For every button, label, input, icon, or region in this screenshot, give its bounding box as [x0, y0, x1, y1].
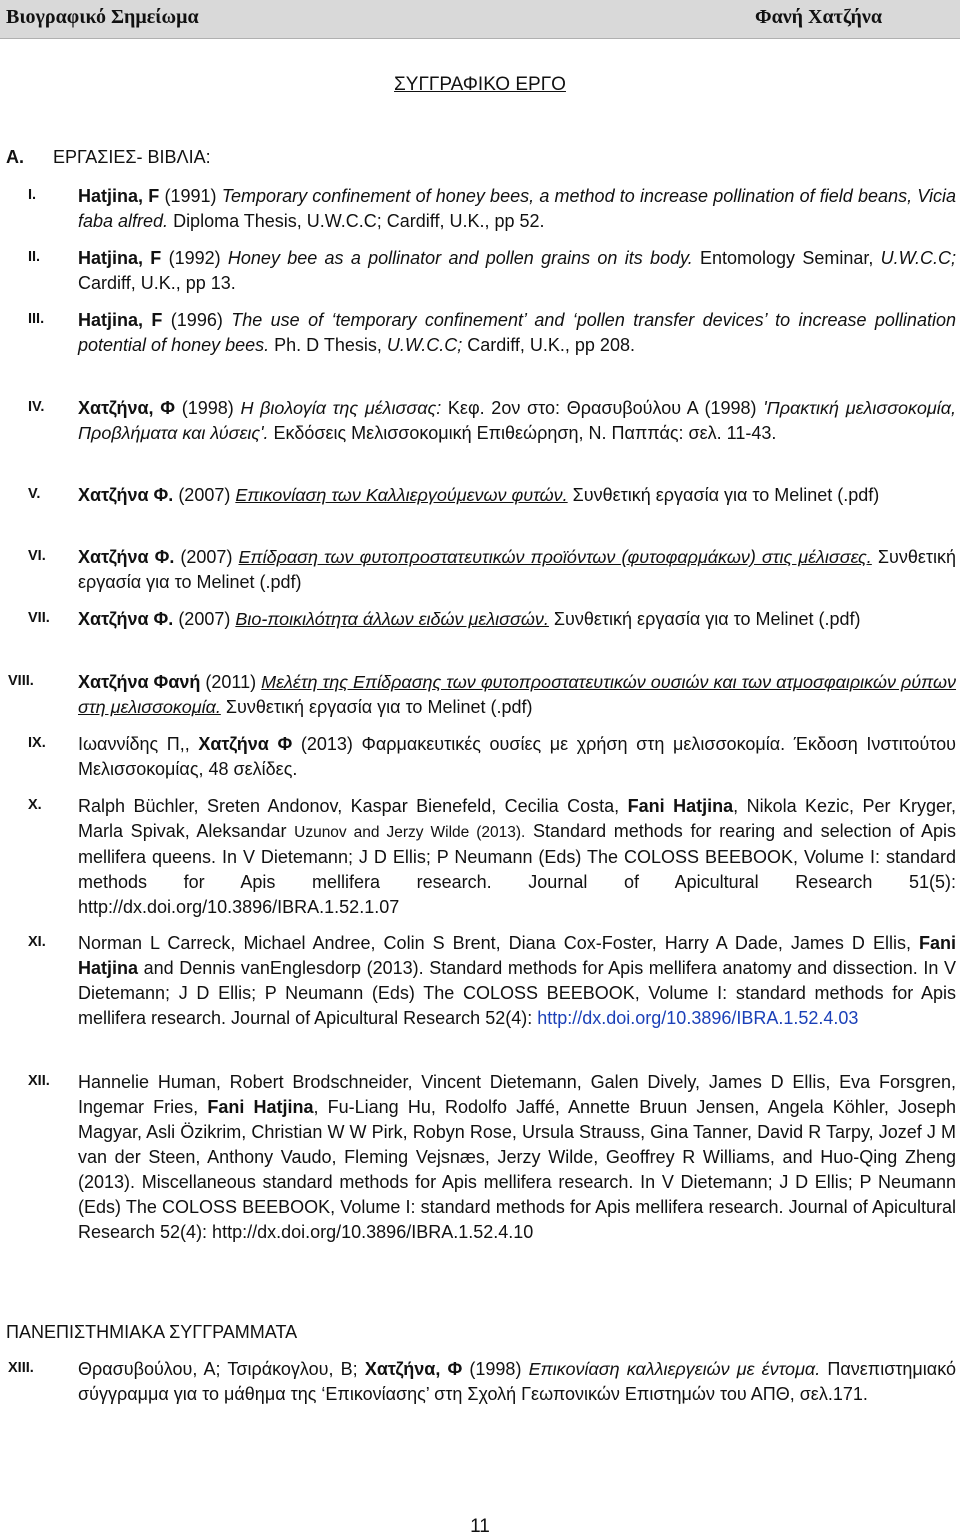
item-text: Χατζήνα Φ. (2007) Επίδραση των φυτοπροστατευτικών προϊόντων (φυτοφαρμάκων) στις μέλισσες. Συνθετική εργασία για το Melinet (.pdf)	[78, 547, 956, 592]
item-title[interactable]: Μελέτη της Επίδρασης των φυτοπροστατευτικών ουσιών και των ατμοσφαιρικών ρύπων στη μελισσοκομία.	[78, 672, 957, 717]
item-author: Χατζήνα Φανή	[78, 672, 201, 692]
item-author: Hatjina, F	[78, 186, 160, 206]
item-author: Hatjina, F	[78, 248, 162, 268]
item-number: X.	[28, 797, 42, 813]
item-text: Χατζήνα Φανή (2011) Μελέτη της Επίδρασης των φυτοπροστατευτικών ουσιών και των ατμοσφαιρικών ρύπων στη μελισσοκομία. Συνθετική εργασία για το Melinet (.pdf)	[78, 672, 957, 717]
item-text: Norman L Carreck, Michael Andree, Colin S Brent, Diana Cox-Foster, Harry A Dade, James D Ellis, Fani Hatjina and Dennis vanEnglesdorp (2013). Standard methods for Apis mellifera anatomy and dissection. In V Dietemann; J D Ellis; P Neumann (Eds) The COLOSS BEEBOOK, Volume I: standard methods for Apis mellifera research. Journal of Apicultural Research 52(4): http://dx.doi.org/10.3896/IBRA.1.52.4.03	[78, 933, 956, 1028]
header-left-title: Βιογραφικό Σημείωμα	[6, 6, 199, 28]
page-header	[0, 0, 960, 39]
item-number: XI.	[28, 934, 46, 950]
item-text: Hannelie Human, Robert Brodschneider, Vincent Dietemann, Galen Dively, James D Ellis, Eva Forsgren, Ingemar Fries, Fani Hatjina, Fu-Liang Hu, Rodolfo Jaffé, Annette Bruun Jensen, Angela Köhler, Joseph Magyar, Asli Özikrim, Christian W W Pirk, Robyn Rose, Ursula Strauss, Gina Tanner, David R Tarpy, Jozef J M van der Steen, Anthony Vaudo, Fleming Vejsnæs, Jerzy Wilde, Geoffrey R Williams, and Huo-Qing Zheng (2013). Miscellaneous standard methods for Apis mellifera research. In V Dietemann; J D Ellis; P Neumann (Eds) The COLOSS BEEBOOK, Volume I: standard methods for Apis mellifera research. Journal of Apicultural Research 52(4): http://dx.doi.org/10.3896/IBRA.1.52.4.10	[78, 1072, 957, 1242]
item-title[interactable]: Επικονίαση των Καλλιεργούμενων φυτών.	[235, 485, 568, 505]
item-number: XII.	[28, 1073, 50, 1089]
item-title: Honey bee as a pollinator and pollen grains on its body.	[227, 248, 693, 268]
item-number: IX.	[28, 735, 46, 751]
item-title[interactable]: Επίδραση των φυτοπροστατευτικών προϊόντων (φυτοφαρμάκων) στις μέλισσες.	[238, 547, 872, 567]
item-author: Χατζήνα, Φ	[364, 1359, 463, 1379]
item-title: The use of ‘temporary confinement’ and ‘pollen transfer devices’ to increase pollination potential of honey bees.	[78, 310, 956, 355]
item-number: III.	[28, 311, 45, 327]
item-author: Hatjina, F	[78, 310, 163, 330]
item-title: Temporary confinement of honey bees, a method to increase pollination of field beans, Vicia faba alfred.	[78, 186, 956, 231]
item-text: Ralph Büchler, Sreten Andonov, Kaspar Bienefeld, Cecilia Costa, Fani Hatjina, Nikola Kezic, Per Kryger, Marla Spivak, Aleksandar Uzunov and Jerzy Wilde (2013). Standard methods for rearing and selection of Apis mellifera queens. In V Dietemann; J D Ellis; P Neumann (Eds) The COLOSS BEEBOOK, Volume I: standard methods for Apis mellifera research. Journal of Apicultural Research 51(5): http://dx.doi.org/10.3896/IBRA.1.52.1.07	[78, 796, 957, 917]
item-author: Χατζήνα Φ.	[78, 485, 174, 505]
item-author: Χατζήνα, Φ	[78, 398, 176, 418]
item-author: Fani Hatjina	[207, 1097, 314, 1117]
item-text: Hatjina, F (1991) Temporary confinement of honey bees, a method to increase pollination of field beans, Vicia faba alfred. Diploma Thesis, U.W.C.C; Cardiff, U.K., pp 52.	[78, 186, 956, 231]
item-author: Χατζήνα Φ.	[78, 609, 174, 629]
item-text: Θρασυβούλου, Α; Τσιράκογλου, Β; Χατζήνα, Φ (1998) Επικονίαση καλλιεργειών με έντομα. Πανεπιστημιακό σύγγραμμα για το μάθημα της ‘Επικονίασης’ στη Σχολή Γεωπονικών Επιστημών του ΑΠΘ, σελ.171.	[78, 1359, 956, 1404]
page-title: ΣΥΓΓΡΑΦΙΚΟ ΕΡΓΟ	[394, 74, 566, 95]
header-author-name: Φανή Χατζήνα	[754, 6, 882, 28]
page-number: 11	[470, 1516, 490, 1537]
item-author: Χατζήνα Φ.	[78, 547, 175, 567]
item-author: Fani Hatjina	[78, 933, 956, 978]
item-author: Χατζήνα Φ	[198, 734, 293, 754]
doi-link[interactable]: http://dx.doi.org/10.3896/IBRA.1.52.4.03	[537, 1008, 859, 1028]
item-author: Fani Hatjina	[627, 796, 734, 816]
item-text: Χατζήνα Φ. (2007) Επικονίαση των Καλλιεργούμενων φυτών. Συνθετική εργασία για το Melinet (.pdf)	[78, 485, 880, 505]
item-title[interactable]: Βιο-ποικιλότητα άλλων ειδών μελισσών.	[235, 609, 549, 629]
item-text: Ιωαννίδης Π,, Χατζήνα Φ (2013) Φαρμακευτικές ουσίες με χρήση στη μελισσοκομία. Έκδοση Ινστιτούτου Μελισσοκομίας, 48 σελίδες.	[78, 734, 956, 779]
item-number: VI.	[28, 548, 46, 564]
item-number: I.	[28, 187, 37, 203]
item-text: Χατζήνα, Φ (1998) Η βιολογία της μέλισσας: Κεφ. 2ον στο: Θρασυβούλου Α (1998) 'Πρακτική μελισσοκομία, Προβλήματα και λύσεις'. Εκδόσεις Μελισσοκομική Επιθεώρηση, Ν. Παππάς: σελ. 11-43.	[78, 398, 956, 443]
item-number: II.	[28, 249, 41, 265]
section-a-label: ΕΡΓΑΣΙΕΣ- ΒΙΒΛΙΑ:	[53, 147, 211, 167]
item-number: VII.	[28, 610, 50, 626]
item-text: Hatjina, F (1992) Honey bee as a pollinator and pollen grains on its body. Entomology Seminar, U.W.C.C; Cardiff, U.K., pp 13.	[78, 248, 956, 293]
item-text: Hatjina, F (1996) The use of ‘temporary confinement’ and ‘pollen transfer devices’ to increase pollination potential of honey bees. Ph. D Thesis, U.W.C.C; Cardiff, U.K., pp 208.	[78, 310, 956, 355]
section-a-letter: Α.	[6, 147, 24, 167]
section-a-heading	[6, 147, 211, 168]
item-title: Επικονίαση καλλιεργειών με έντομα.	[528, 1359, 821, 1379]
section-b-heading: ΠΑΝΕΠΙΣΤΗΜΙΑΚΑ ΣΥΓΓΡΑΜΜΑΤΑ	[6, 1322, 298, 1342]
item-text: Χατζήνα Φ. (2007) Βιο-ποικιλότητα άλλων ειδών μελισσών. Συνθετική εργασία για το Melinet (.pdf)	[78, 609, 861, 629]
item-title: Η βιολογία της μέλισσας:	[240, 398, 442, 418]
item-number: IV.	[28, 399, 45, 415]
item-number: V.	[28, 486, 41, 502]
item-number: XIII.	[8, 1360, 34, 1376]
item-number: VIII.	[8, 673, 34, 689]
